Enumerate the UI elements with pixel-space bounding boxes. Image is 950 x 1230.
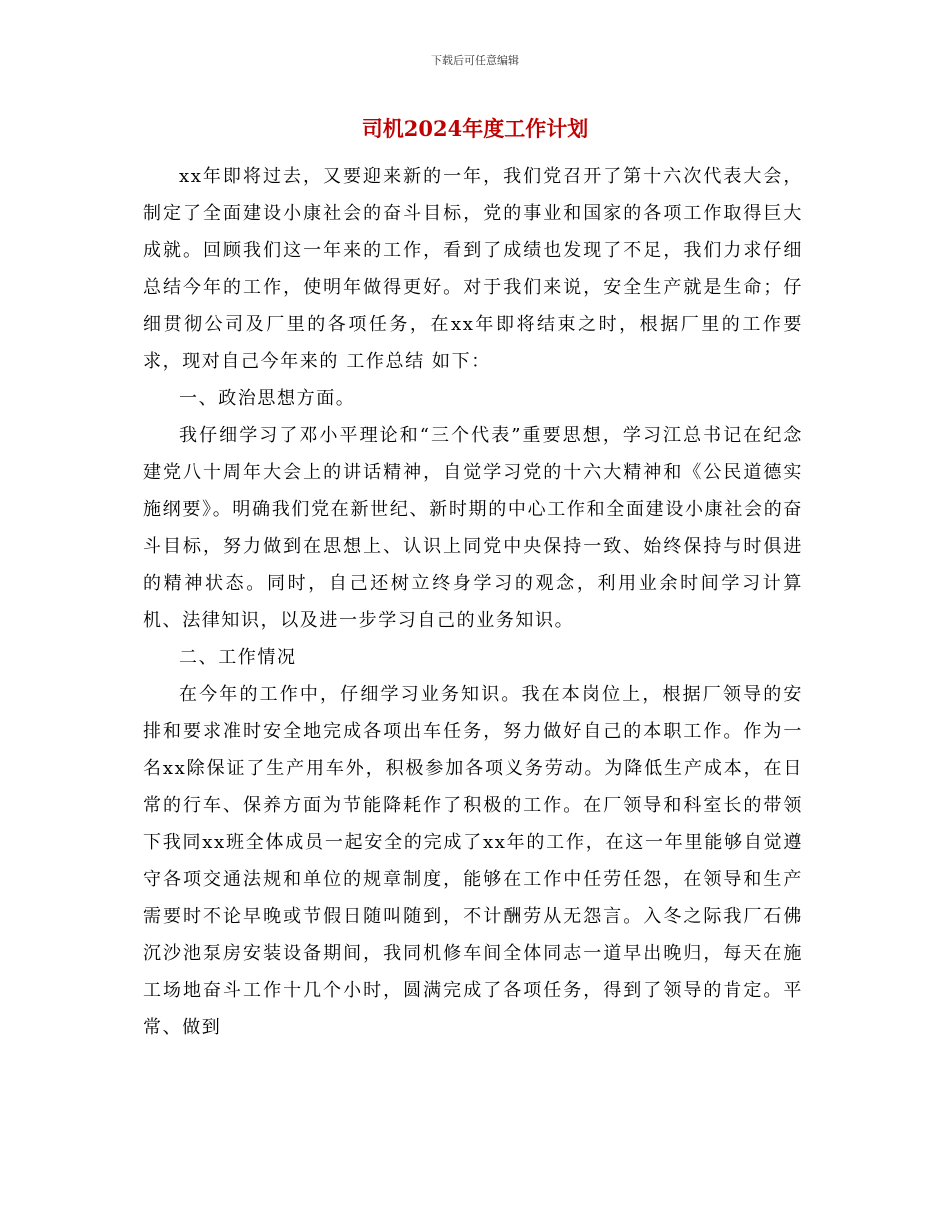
section-heading-work: 二、工作情况 xyxy=(179,647,297,668)
document-body xyxy=(143,158,803,1046)
paragraph-intro: xx年即将过去，又要迎来新的一年，我们党召开了第十六次代表大会，制定了全面建设小康社会的奋斗目标，党的事业和国家的各项工作取得巨大成就。回顾我们这一年来的工作，看到了成绩也发现了不足，我们力求仔细总结今年的工作，使明年做得更好。对于我们来说，安全生产就是生命；仔细贯彻公司及厂里的各项任务，在xx年即将结束之时，根据厂里的工作要求，现对自己今年来的 工作总结 如下： xyxy=(143,166,803,372)
paragraph-political: 我仔细学习了邓小平理论和“三个代表”重要思想，学习江总书记在纪念建党八十周年大会上的讲话精神，自觉学习党的十六大精神和《公民道德实施纲要》。明确我们党在新世纪、新时期的中心工作和全面建设小康社会的奋斗目标，努力做到在思想上、认识上同党中央保持一致、始终保持与时俱进的精神状态。同时，自己还树立终身学习的观念，利用业余时间学习计算机、法律知识，以及进一步学习自己的业务知识。 xyxy=(143,425,803,631)
document-title: 司机2024年度工作计划 xyxy=(361,116,589,141)
section-heading-political: 一、政治思想方面。 xyxy=(179,388,356,409)
paragraph-work: 在今年的工作中，仔细学习业务知识。我在本岗位上，根据厂领导的安排和要求准时安全地完成各项出车任务，努力做好自己的本职工作。作为一名xx除保证了生产用车外，积极参加各项义务劳动。为降低生产成本，在日常的行车、保养方面为节能降耗作了积极的工作。在厂领导和科室长的带领下我同xx班全体成员一起安全的完成了xx年的工作，在这一年里能够自觉遵守各项交通法规和单位的规章制度，能够在工作中任劳任怨，在领导和生产需要时不论早晚或节假日随叫随到，不计酬劳从无怨言。入冬之际我厂石佛沉沙池泵房安装设备期间，我同机修车间全体同志一道早出晚归，每天在施工场地奋斗工作十几个小时，圆满完成了各项任务，得到了领导的肯定。平常、做到 xyxy=(143,684,803,1038)
page-header: 下载后可任意编辑 xyxy=(431,54,519,67)
